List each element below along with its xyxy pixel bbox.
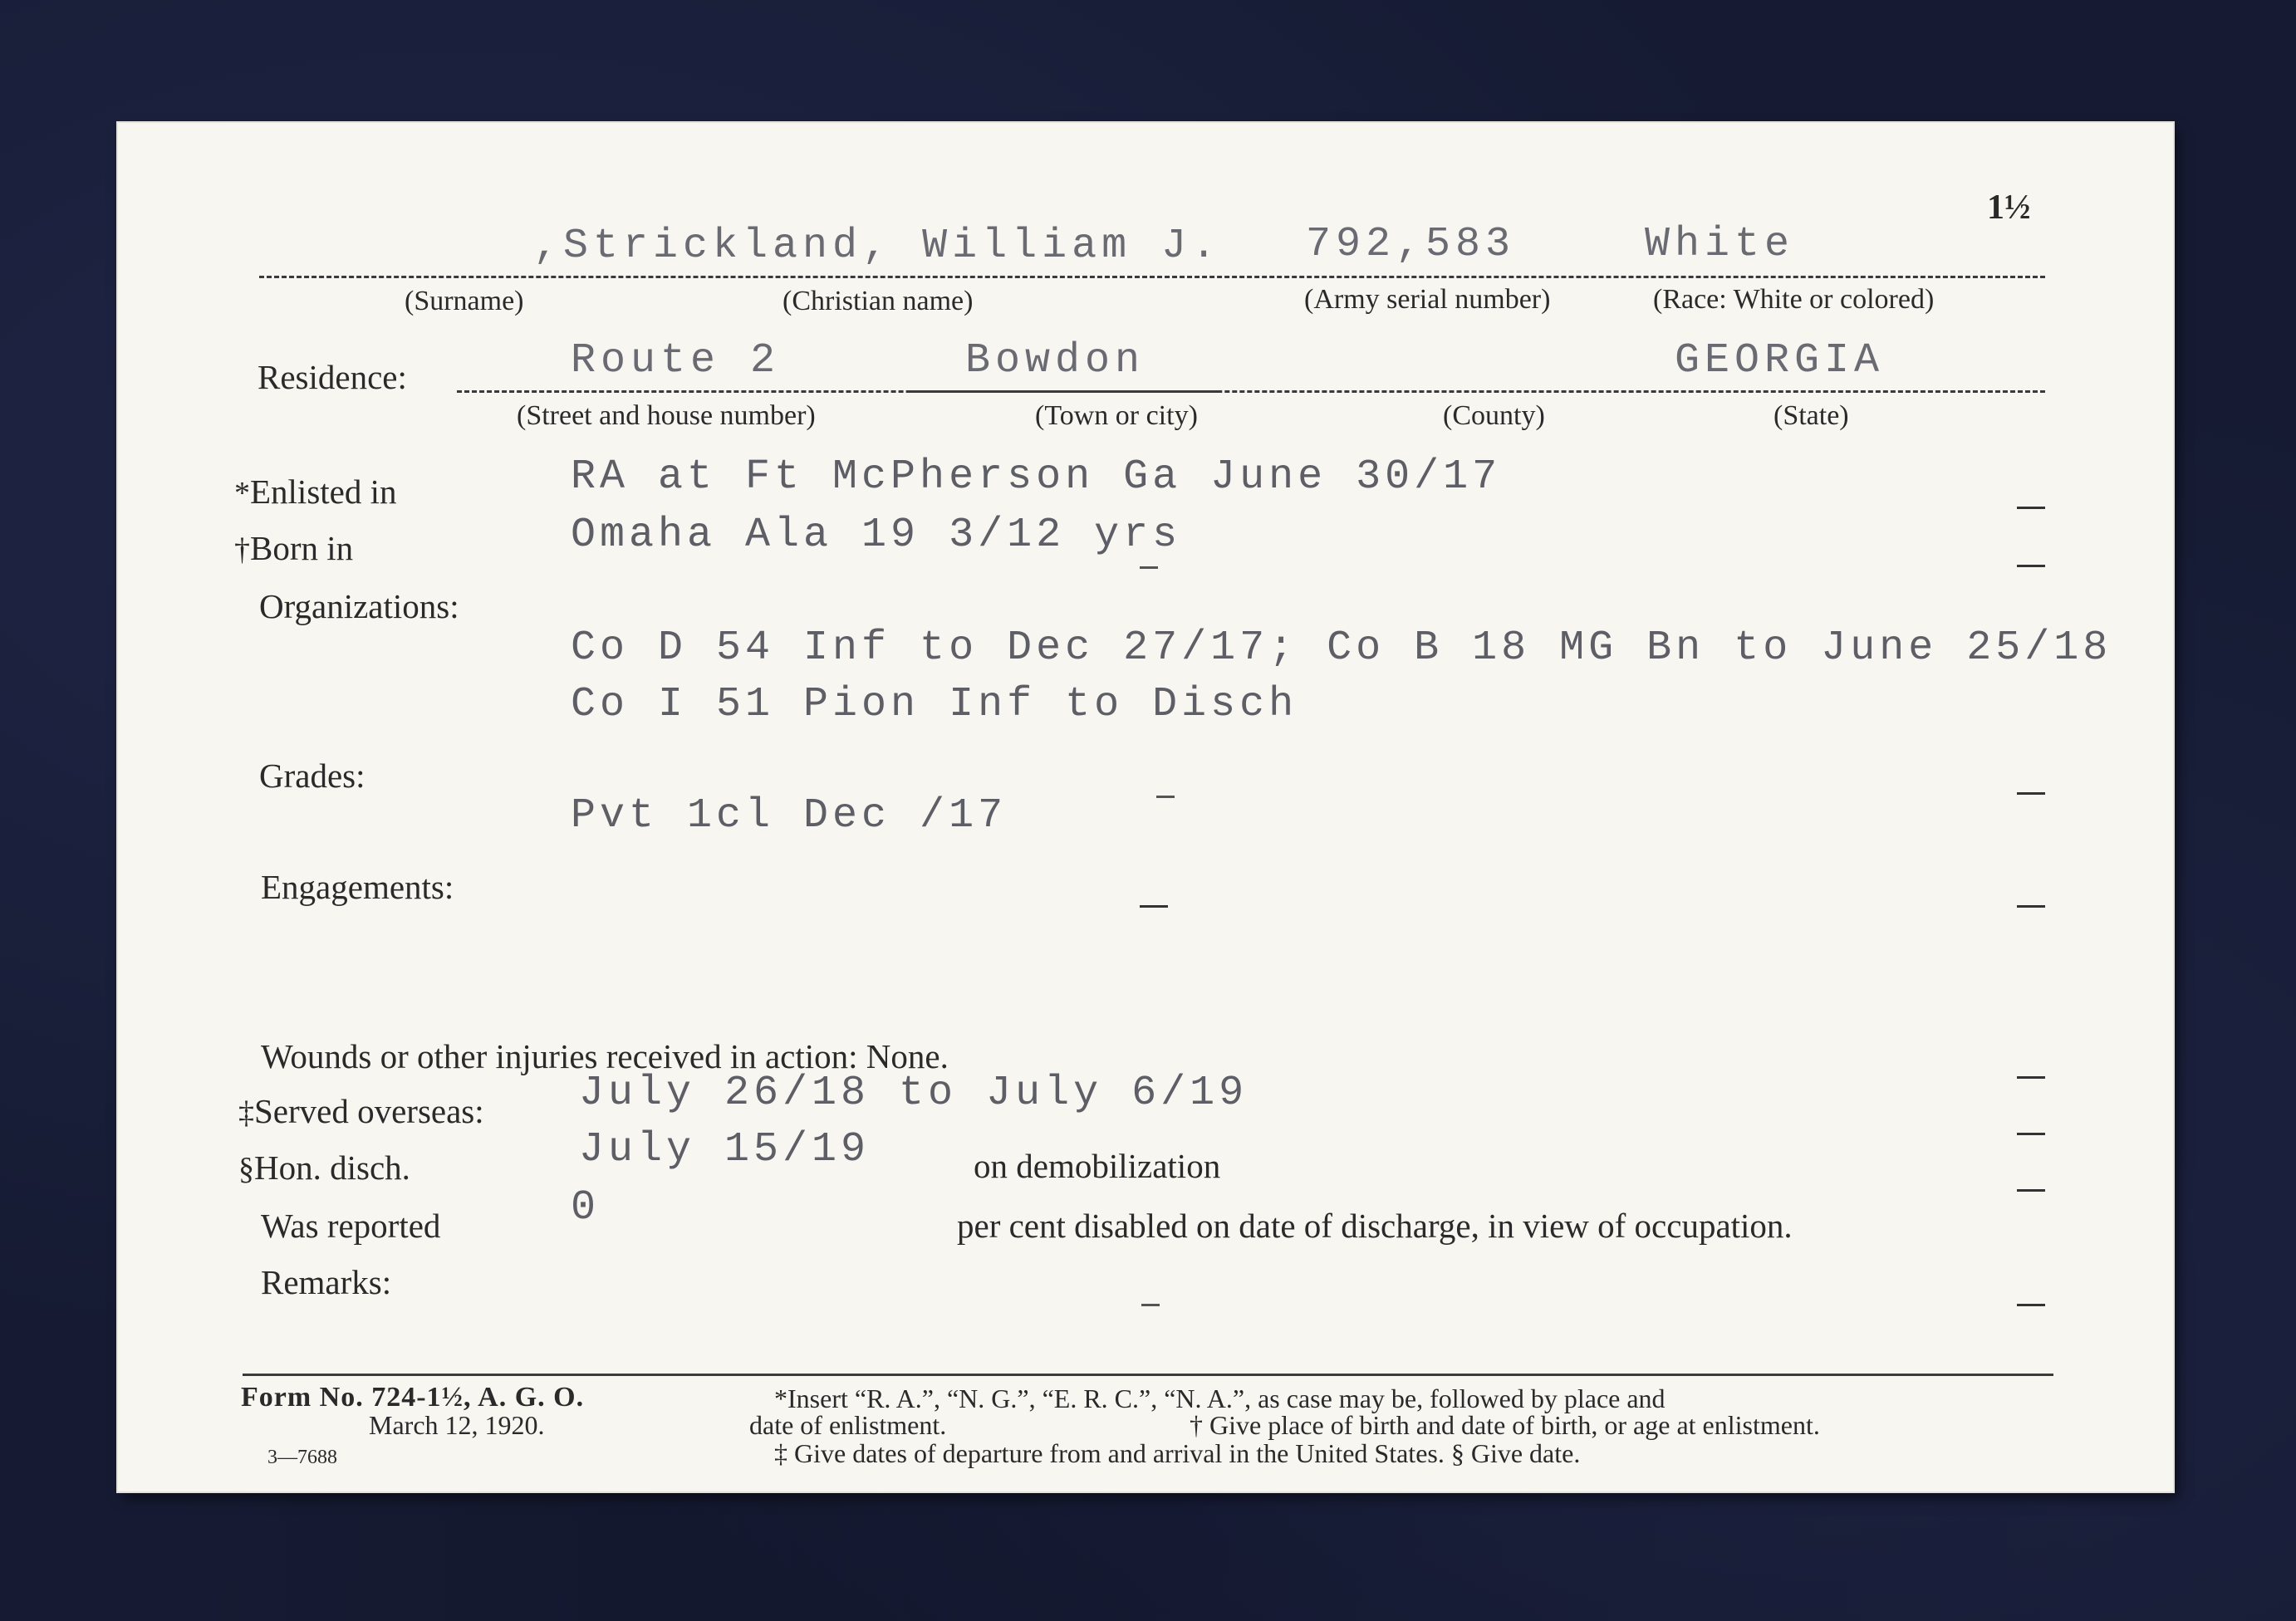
remarks-mid-tick	[1141, 1304, 1160, 1306]
lead-mark: ,	[533, 223, 564, 270]
enlisted-label-text: Enlisted in	[250, 473, 397, 511]
residence-rule-right	[910, 390, 2045, 393]
race-caption: (Race: White or colored)	[1653, 284, 1935, 315]
form-number: Form No. 724-1½, A. G. O.	[241, 1382, 585, 1413]
grades-mid-tick	[1156, 796, 1175, 798]
discharge-reason: on demobilization	[974, 1147, 1221, 1185]
serial-number-value: 792,583	[1306, 221, 1516, 268]
reported-label: Was reported	[261, 1207, 441, 1245]
born-mid-tick	[1140, 566, 1158, 569]
print-code: 3—7688	[267, 1447, 337, 1468]
card-class-mark: 1½	[1987, 189, 2031, 227]
overseas-tick-2	[2017, 1133, 2045, 1135]
enlisted-tick	[2017, 507, 2045, 509]
footnote-dagger: † Give place of birth and date of birth, or age at enlistment.	[1190, 1410, 1820, 1440]
remarks-label: Remarks:	[261, 1263, 392, 1301]
wounds-label-text: Wounds or other injuries received in action:	[261, 1037, 858, 1075]
grades-value: Pvt 1cl Dec /17	[571, 792, 1008, 840]
born-label	[234, 528, 353, 568]
born-tick	[2017, 565, 2045, 567]
christian-name-caption: (Christian name)	[783, 286, 974, 316]
organizations-label: Organizations:	[259, 587, 459, 625]
overseas-label-text: Served overseas:	[254, 1092, 484, 1130]
surname-caption: (Surname)	[405, 286, 524, 316]
surname-christian-value	[533, 223, 1221, 270]
footnote-enlistment-date: date of enlistment.	[749, 1410, 947, 1440]
street-caption: (Street and house number)	[517, 400, 816, 431]
state-caption: (State)	[1774, 400, 1849, 431]
engagements-mid-tick	[1140, 905, 1168, 908]
enlisted-label	[234, 472, 397, 512]
double-dagger-marker: ‡	[238, 1095, 254, 1130]
asterisk-marker: *	[234, 476, 250, 511]
serial-number-caption: (Army serial number)	[1304, 284, 1551, 315]
remarks-tick	[2017, 1304, 2045, 1306]
name-line-rule	[259, 276, 2045, 278]
residence-state-value: GEORGIA	[1675, 337, 1885, 384]
engagements-tick	[2017, 905, 2045, 908]
born-label-text: Born in	[250, 529, 354, 567]
grades-label: Grades:	[259, 757, 365, 795]
town-caption: (Town or city)	[1035, 400, 1198, 431]
residence-label: Residence:	[258, 358, 407, 396]
discharge-label-text: Hon. disch.	[254, 1148, 410, 1187]
discharge-tick	[2017, 1189, 2045, 1192]
section-marker: §	[238, 1152, 254, 1187]
name-text: Strickland, William J.	[563, 223, 1222, 270]
overseas-value: July 26/18 to July 6/19	[579, 1070, 1249, 1117]
disability-statement: per cent disabled on date of discharge, in view of occupation.	[957, 1207, 1793, 1245]
overseas-label	[238, 1091, 484, 1131]
organizations-line-1: Co D 54 Inf to Dec 27/17; Co B 18 MG Bn to June 25/18	[571, 624, 2112, 672]
county-caption: (County)	[1443, 400, 1545, 431]
disability-percent-value: 0	[571, 1184, 601, 1232]
dagger-marker: †	[234, 532, 250, 567]
race-value: White	[1645, 221, 1795, 268]
footnote-asterisk: *Insert “R. A.”, “N. G.”, “E. R. C.”, “N. A.”, as case may be, followed by place and	[774, 1383, 1666, 1413]
overseas-tick-1	[2017, 1076, 2045, 1079]
form-date: March 12, 1920.	[369, 1410, 545, 1440]
enlisted-value: RA at Ft McPherson Ga June 30/17	[571, 453, 1502, 501]
footer-rule	[243, 1374, 2053, 1376]
wounds-value: None.	[866, 1037, 949, 1075]
footnote-double-dagger: ‡ Give dates of departure from and arrival in the United States. § Give date.	[774, 1438, 1581, 1468]
grades-tick	[2017, 792, 2045, 795]
residence-street-value: Route 2	[571, 337, 781, 384]
discharge-label	[238, 1148, 410, 1188]
organizations-line-2: Co I 51 Pion Inf to Disch	[571, 681, 1298, 728]
discharge-date-value: July 15/19	[579, 1126, 871, 1173]
born-value: Omaha Ala 19 3/12 yrs	[571, 512, 1182, 559]
residence-town-value: Bowdon	[965, 337, 1146, 384]
service-record-card	[118, 123, 2173, 1491]
engagements-label: Engagements:	[261, 868, 454, 906]
